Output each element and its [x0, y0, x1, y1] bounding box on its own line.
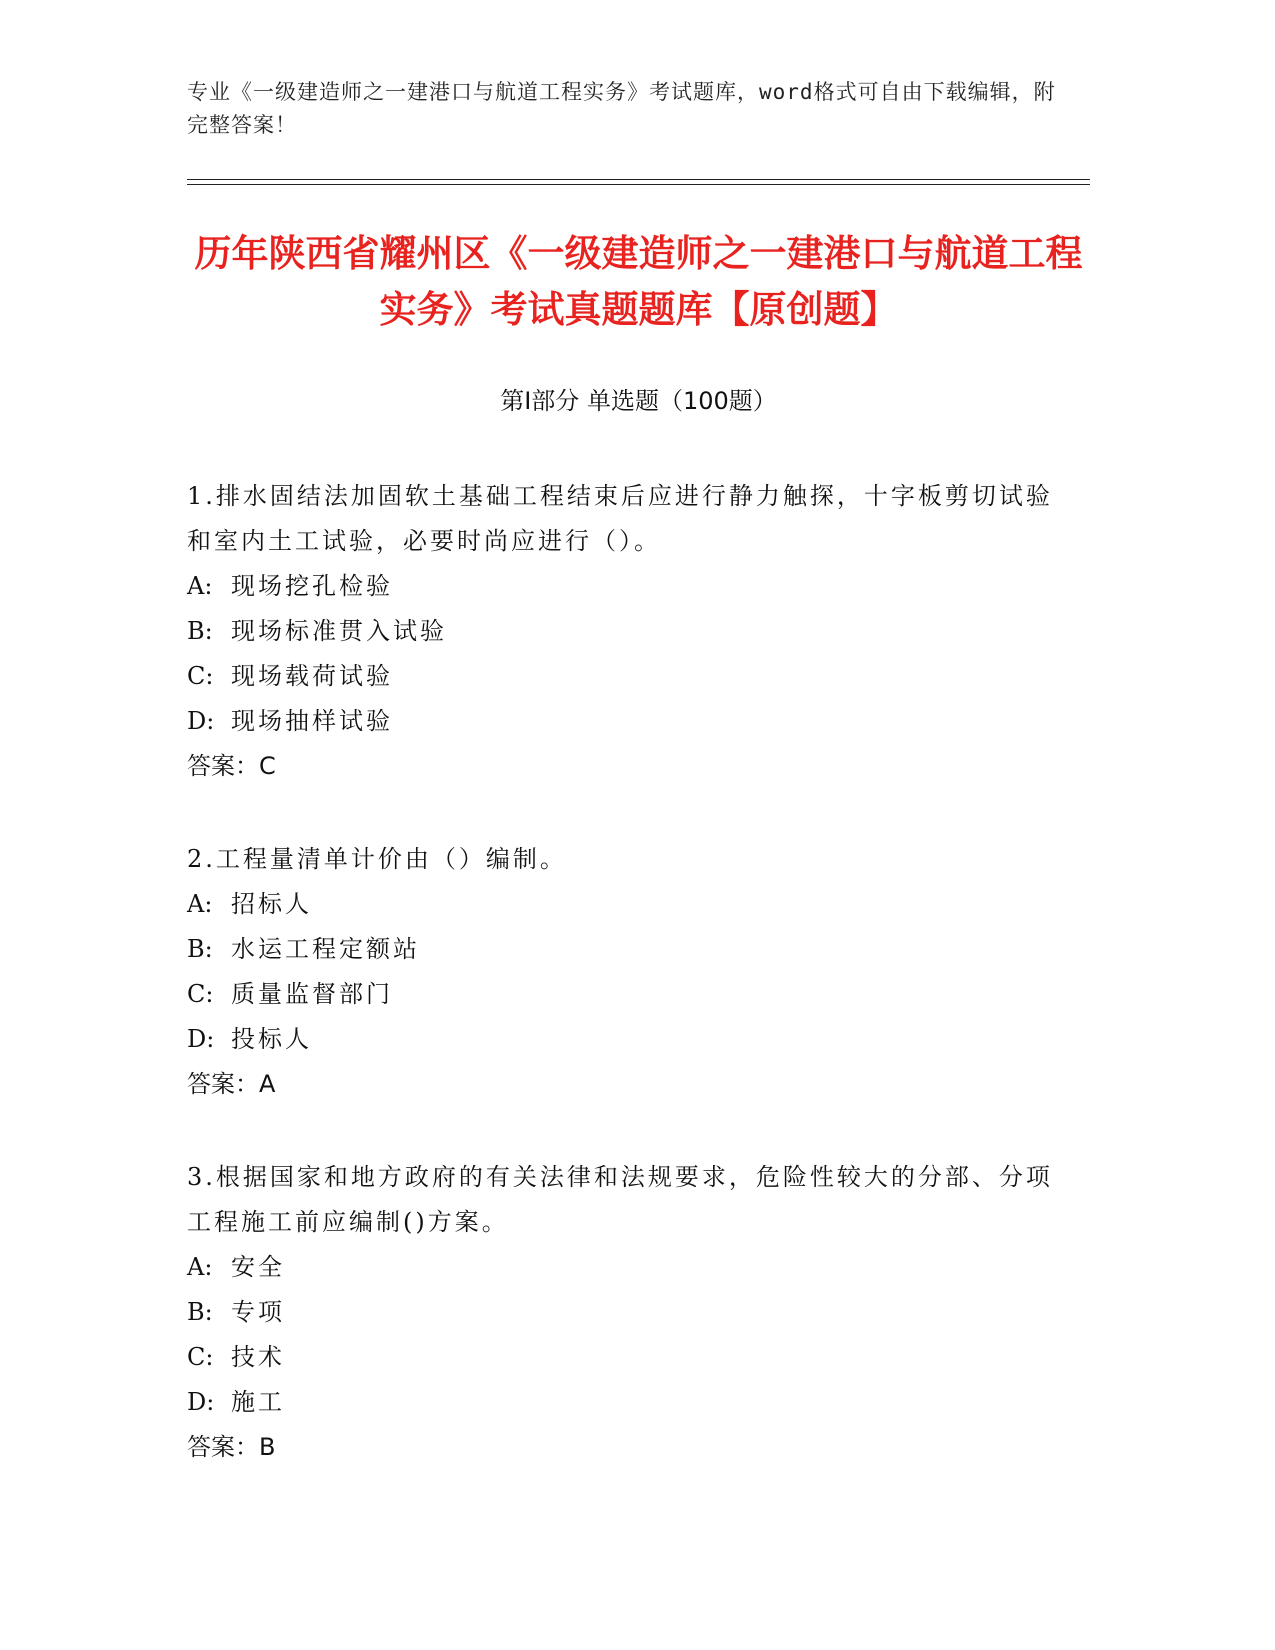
option-key: B: — [187, 617, 213, 645]
option-text: 水运工程定额站 — [231, 935, 420, 963]
option-text: 施工 — [231, 1388, 285, 1416]
header-rule-top — [187, 179, 1090, 180]
option-d — [187, 1380, 1067, 1425]
option-key: A: — [187, 1253, 213, 1281]
option-key: A: — [187, 572, 213, 600]
option-key: B: — [187, 935, 213, 963]
option-b — [187, 609, 1067, 654]
question-list — [187, 474, 1067, 1518]
option-a — [187, 882, 1067, 927]
option-text: 投标人 — [231, 1025, 312, 1053]
option-b — [187, 927, 1067, 972]
option-key: D: — [187, 707, 215, 735]
option-text: 技术 — [231, 1343, 285, 1371]
option-text: 安全 — [231, 1253, 285, 1281]
question-stem: 3.根据国家和地方政府的有关法律和法规要求，危险性较大的分部、分项工程施工前应编制()方案。 — [187, 1163, 1053, 1236]
question-stem: 2.工程量清单计价由（）编制。 — [187, 845, 567, 873]
option-key: A: — [187, 890, 213, 918]
option-key: D: — [187, 1388, 215, 1416]
option-d — [187, 1017, 1067, 1062]
document-title: 历年陕西省耀州区《一级建造师之一建港口与航道工程实务》考试真题题库【原创题】 — [194, 232, 1083, 331]
option-d — [187, 699, 1067, 744]
option-key: C: — [187, 980, 214, 1008]
option-text: 招标人 — [231, 890, 312, 918]
option-a — [187, 1245, 1067, 1290]
question-3 — [187, 1155, 1067, 1470]
option-key: D: — [187, 1025, 215, 1053]
section-heading: 第Ⅰ部分 单选题（100题） — [500, 387, 777, 415]
option-c — [187, 1335, 1067, 1380]
option-c — [187, 972, 1067, 1017]
option-text: 质量监督部门 — [231, 980, 393, 1008]
header-note: 专业《一级建造师之一建港口与航道工程实务》考试题库，word格式可自由下载编辑，附完整答案！ — [187, 80, 1056, 137]
option-key: C: — [187, 662, 214, 690]
option-text: 现场挖孔检验 — [231, 572, 393, 600]
answer-line: 答案：A — [187, 1070, 276, 1098]
answer-line: 答案：C — [187, 752, 276, 780]
option-a — [187, 564, 1067, 609]
header-rule-bottom — [187, 184, 1090, 185]
question-stem: 1.排水固结法加固软土基础工程结束后应进行静力触探，十字板剪切试验和室内土工试验，必要时尚应进行（）。 — [187, 482, 1053, 555]
option-text: 现场标准贯入试验 — [231, 617, 447, 645]
option-b — [187, 1290, 1067, 1335]
option-key: C: — [187, 1343, 214, 1371]
option-c — [187, 654, 1067, 699]
question-2 — [187, 837, 1067, 1107]
question-1 — [187, 474, 1067, 789]
option-text: 专项 — [231, 1298, 285, 1326]
option-text: 现场抽样试验 — [231, 707, 393, 735]
option-text: 现场载荷试验 — [231, 662, 393, 690]
option-key: B: — [187, 1298, 213, 1326]
answer-line: 答案：B — [187, 1433, 276, 1461]
